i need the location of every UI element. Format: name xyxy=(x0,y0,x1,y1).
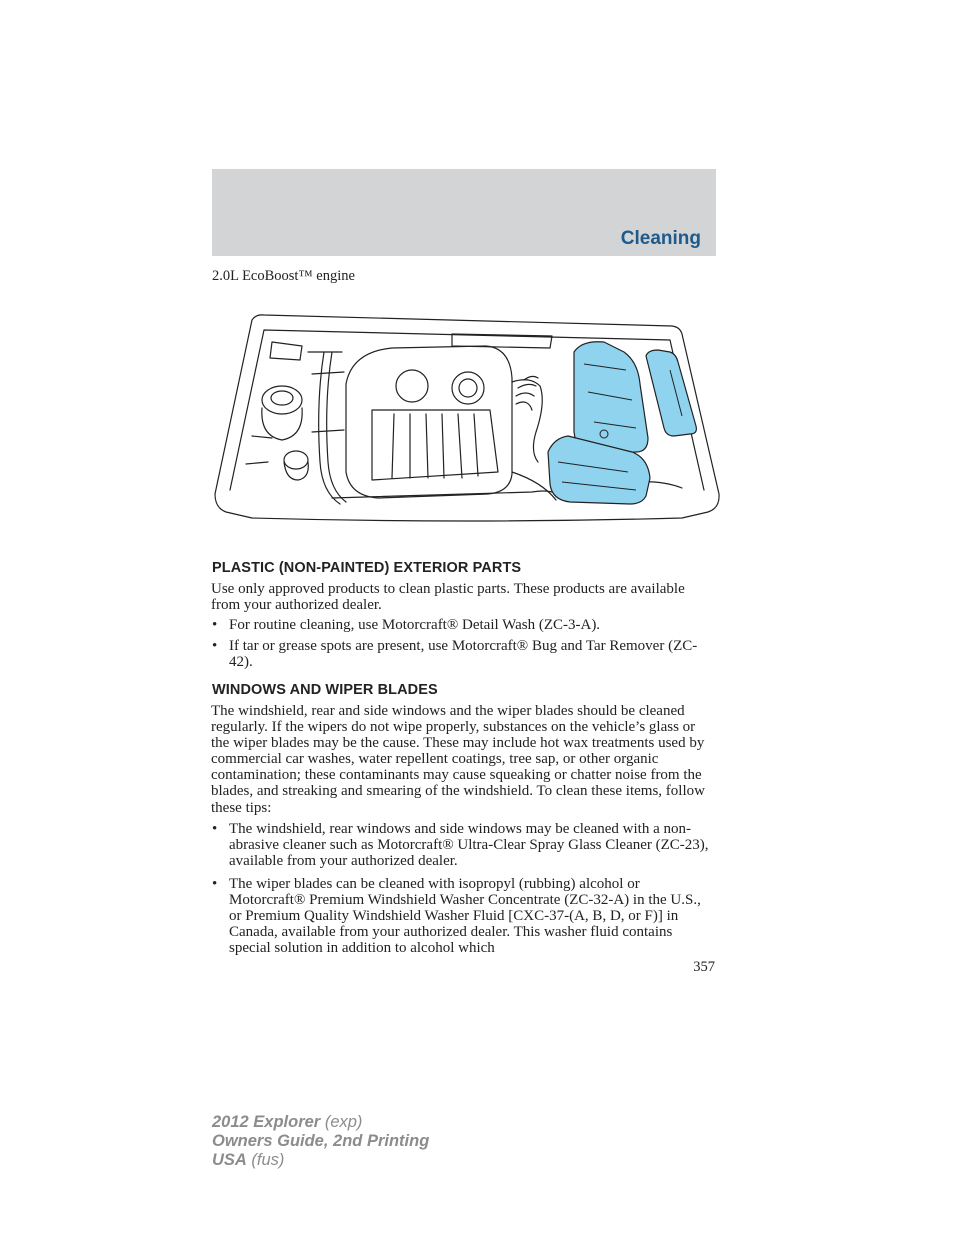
bullet-icon: • xyxy=(212,876,218,892)
footer-region-code: (fus) xyxy=(246,1151,285,1169)
header-band xyxy=(212,169,716,256)
footer xyxy=(212,1113,429,1170)
footer-model: 2012 Explorer xyxy=(212,1113,321,1131)
figure-caption: 2.0L EcoBoost™ engine xyxy=(212,268,355,284)
footer-edition: Owners Guide, 2nd Printing xyxy=(212,1132,430,1150)
footer-region: USA xyxy=(212,1151,247,1169)
section-heading-windows: WINDOWS AND WIPER BLADES xyxy=(212,682,438,698)
footer-model-code: (exp) xyxy=(320,1113,363,1131)
bullet-icon: • xyxy=(212,638,218,654)
paragraph-windows-intro: The windshield, rear and side windows and the wiper blades should be cleaned regularly. If the wipers do not wipe properly, substances on the vehicle’s glass or the wiper blades may be the cause. These may include hot wax treatments used by commercial car washes, water repellent coatings, tree sap, or other organic contamination; these contaminants may cause squeaking or chatter noise from the blades, and streaking and smearing of the windshield. To clean these items, follow these tips: xyxy=(211,703,705,816)
section-title: Cleaning xyxy=(620,228,701,249)
page-number: 357 xyxy=(693,959,715,975)
paragraph-plastic-intro: Use only approved products to clean plastic parts. These products are available from your authorized dealer. xyxy=(211,581,685,614)
bullet-icon: • xyxy=(212,617,218,633)
section-heading-plastic: PLASTIC (NON-PAINTED) EXTERIOR PARTS xyxy=(212,560,522,576)
engine-compartment-illustration xyxy=(212,312,722,527)
bullet-icon: • xyxy=(212,821,218,837)
